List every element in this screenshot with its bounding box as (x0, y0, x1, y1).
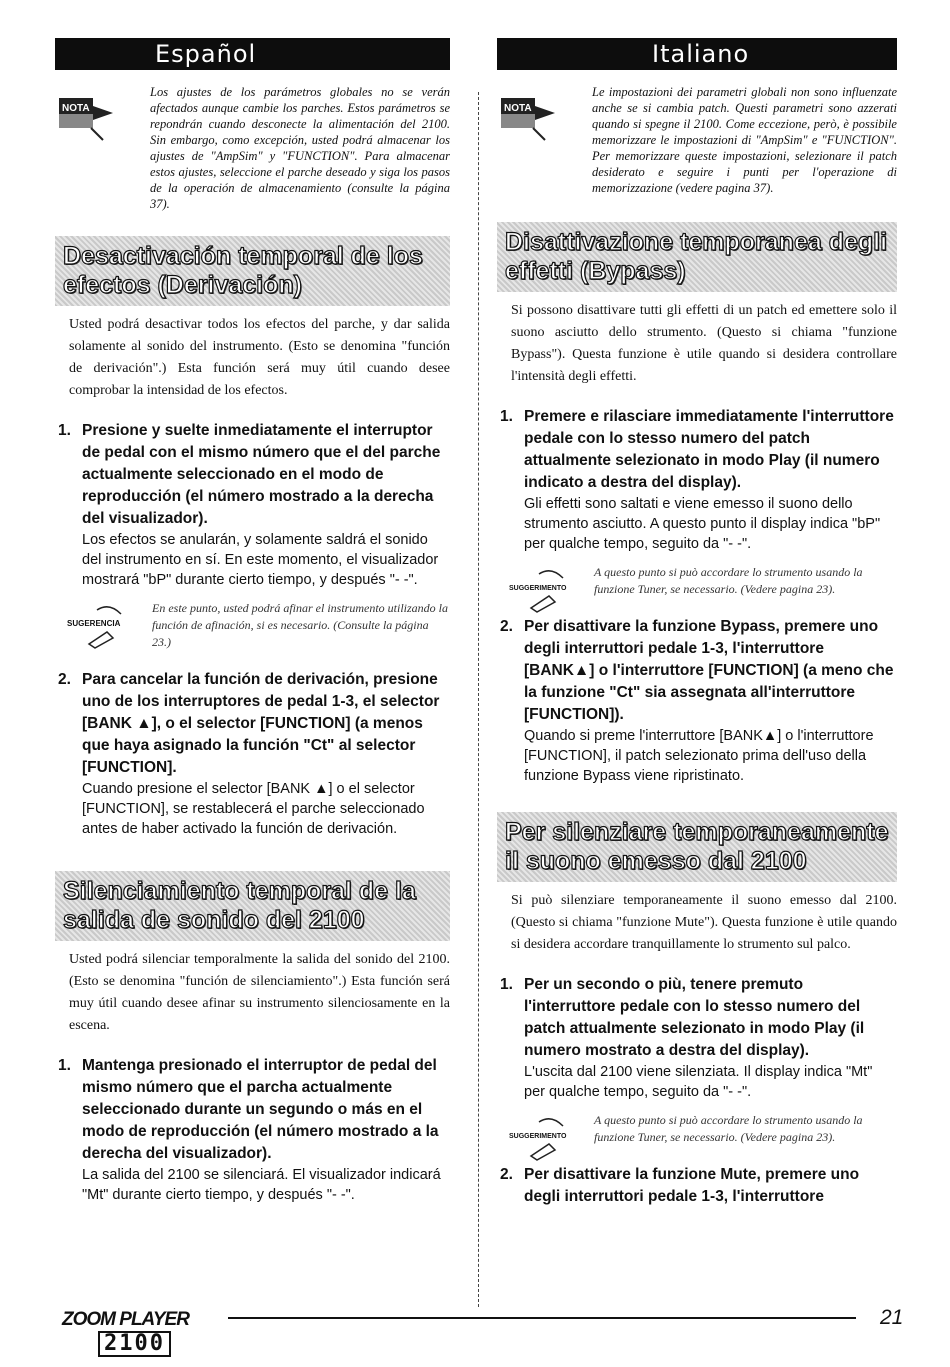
model-logo: 2100 (98, 1331, 171, 1357)
italian-column (497, 38, 897, 1208)
tip-text: En este punto, usted podrá afinar el instrumento utilizando la función de afinación, si es necesario. (Consulte la página 23.) (152, 601, 448, 649)
section-heading-mute: Per silenziare temporaneamente il suono emesso dal 2100 (497, 812, 897, 882)
step-body: Gli effetti sono saltati e viene emesso il suono dello strumento asciutto. A questo punto il display indica "bP" per qualche tempo, seguito da "- -". (524, 496, 881, 552)
step-title: Per disattivare la funzione Bypass, premere uno degli interruttori pedale 1-3, l'interruttore [BANK▲] o l'interruttore [FUNCTION] (a meno che la funzione "Ct" sia assegnata all'interruttore [FUNCTION]). (524, 618, 894, 723)
step-body: La salida del 2100 se silenciará. El visualizador indicará "Mt" durante cierto tiempo, y después "- -". (82, 1167, 441, 1203)
step-item (497, 406, 897, 554)
nota-icon (55, 86, 115, 142)
nota-icon-label: NOTA (504, 103, 532, 114)
tip-label: SUGGERIMENTO (509, 585, 567, 592)
step-number: 1. (58, 422, 71, 439)
tip-pen-icon (67, 600, 147, 650)
step-item (55, 669, 450, 839)
tip-label: SUGERENCIA (67, 619, 121, 628)
note-text: Los ajustes de los parámetros globales no se verán afectados aunque cambie los parches. Estos parámetros se repondrán cuando desconecte la alimentación del 2100. Sin embargo, como excepción, usted podrá almacenar los ajustes de "AmpSim" y "FUNCTION". Para almacenar estos ajustes, seleccione el parche deseado y siga los pasos de la operación de almacenamiento (consulte la página 37). (150, 85, 450, 211)
step-number: 1. (58, 1057, 71, 1074)
step-number: 1. (500, 976, 513, 993)
step-item (55, 420, 450, 590)
tip-pen-icon (509, 1112, 589, 1162)
step-body: Quando si preme l'interruttore [BANK▲] o l'interruttore [FUNCTION], il patch selezionato prima dell'uso della funzione Bypass viene ripristinato. (524, 728, 874, 784)
footer-rule (228, 1317, 856, 1319)
language-header: Italiano (497, 38, 897, 70)
section-intro: Usted podrá desactivar todos los efectos del parche, y dar salida solamente al sonido del instrumento. (Esto se denomina "función de derivación".) Esta función será muy útil cuando desee comprobar la intensidad de los efectos. (69, 317, 450, 398)
step-body: L'uscita dal 2100 viene silenziata. Il display indica "Mt" per qualche tempo, seguito da "- -". (524, 1064, 873, 1100)
step-number: 2. (58, 671, 71, 688)
tip-box (55, 600, 450, 651)
brand-logo: ZOOM PLAYER (62, 1309, 189, 1330)
section-intro: Usted podrá silenciar temporalmente la salida del sonido del 2100. (Esto se denomina "función de silenciamiento".) Esta función será muy útil cuando desee afinar su instrumento silenciosamente en la escena. (69, 952, 450, 1033)
step-title: Para cancelar la función de derivación, presione uno de los interruptores de pedal 1-3, el selector [BANK ▲], o el selector [FUNCTION] (a menos que haya asignado la función "Ct" al selector [FUNCTION]. (82, 671, 440, 776)
step-item (497, 616, 897, 786)
step-number: 2. (500, 1166, 513, 1183)
note-text: Le impostazioni dei parametri globali non sono influenzate anche se si cambia patch. Questi parametri sono azzerati quando si spegne il 2100. Come eccezione, però, è possibile memorizzare le impostazioni di "AmpSim" e "FUNCTION". Per memorizzare queste impostazioni, selezionare il patch desiderato e seguire i punti per l'operazione di memorizzazione (vedere pagina 37). (592, 85, 897, 195)
section-heading-bypass: Desactivación temporal de los efectos (Derivación) (55, 236, 450, 306)
nota-icon (497, 86, 557, 142)
section-heading-bypass: Disattivazione temporanea degli effetti (Bypass) (497, 222, 897, 292)
nota-icon-label: NOTA (62, 103, 90, 114)
step-title: Mantenga presionado el interruptor de pedal del mismo número que el parcha actualmente seleccionado durante un segundo o más en el modo de reproducción (el número mostrado a la derecha del visualizador). (82, 1057, 439, 1162)
tip-box (497, 1112, 897, 1146)
tip-label: SUGGERIMENTO (509, 1133, 567, 1140)
step-number: 2. (500, 618, 513, 635)
tip-pen-icon (509, 564, 589, 614)
step-title: Per un secondo o più, tenere premuto l'interruttore pedale con lo stesso numero del patch attualmente selezionato in modo Play (il numero mostrato a destra del display). (524, 976, 865, 1059)
step-title: Per disattivare la funzione Mute, premere uno degli interruttori pedale 1-3, l'interruttore (524, 1166, 860, 1205)
tip-box (497, 564, 897, 598)
section-intro: Si può silenziare temporaneamente il suono emesso dal 2100. (Questo si chiama "funzione Mute"). Questa funzione è utile quando si desidera accordare tranquillamente lo strumento sul palco. (511, 893, 897, 952)
spanish-column (55, 38, 450, 1205)
section-heading-mute: Silenciamiento temporal de la salida de sonido del 2100 (55, 871, 450, 941)
section-intro: Si possono disattivare tutti gli effetti di un patch ed emettere solo il suono asciutto dello strumento. (Questo si chiama "funzione Bypass"). Questa funzione è utile quando si desidera controllare l'intensità degli effetti. (511, 303, 897, 384)
page-number: 21 (880, 1306, 904, 1329)
step-title: Presione y suelte inmediatamente el interruptor de pedal con el mismo número que el del parche actualmente seleccionado en el modo de reproducción (el número mostrado a la derecha del visualizador). (82, 422, 441, 527)
note-box (55, 84, 450, 212)
note-box (497, 84, 897, 196)
tip-text: A questo punto si può accordare lo strumento usando la funzione Tuner, se necessario. (Vedere pagina 23). (594, 1113, 863, 1144)
step-item (497, 1164, 897, 1208)
step-number: 1. (500, 408, 513, 425)
step-body: Los efectos se anularán, y solamente saldrá el sonido del instrumento en sí. En este momento, el visualizador mostrará "bP" durante cierto tiempo, y después "- -". (82, 532, 439, 588)
tip-text: A questo punto si può accordare lo strumento usando la funzione Tuner, se necessario. (Vedere pagina 23). (594, 565, 863, 596)
step-body: Cuando presione el selector [BANK ▲] o el selector [FUNCTION], se restablecerá el parche seleccionado antes de haber activado la función de derivación. (82, 781, 425, 837)
language-header: Español (55, 38, 450, 70)
step-title: Premere e rilasciare immediatamente l'interruttore pedale con lo stesso numero del patch attualmente selezionato in modo Play (il numero indicato a destra del display). (524, 408, 894, 491)
step-item (55, 1055, 450, 1205)
step-item (497, 974, 897, 1102)
column-divider (478, 92, 479, 1307)
